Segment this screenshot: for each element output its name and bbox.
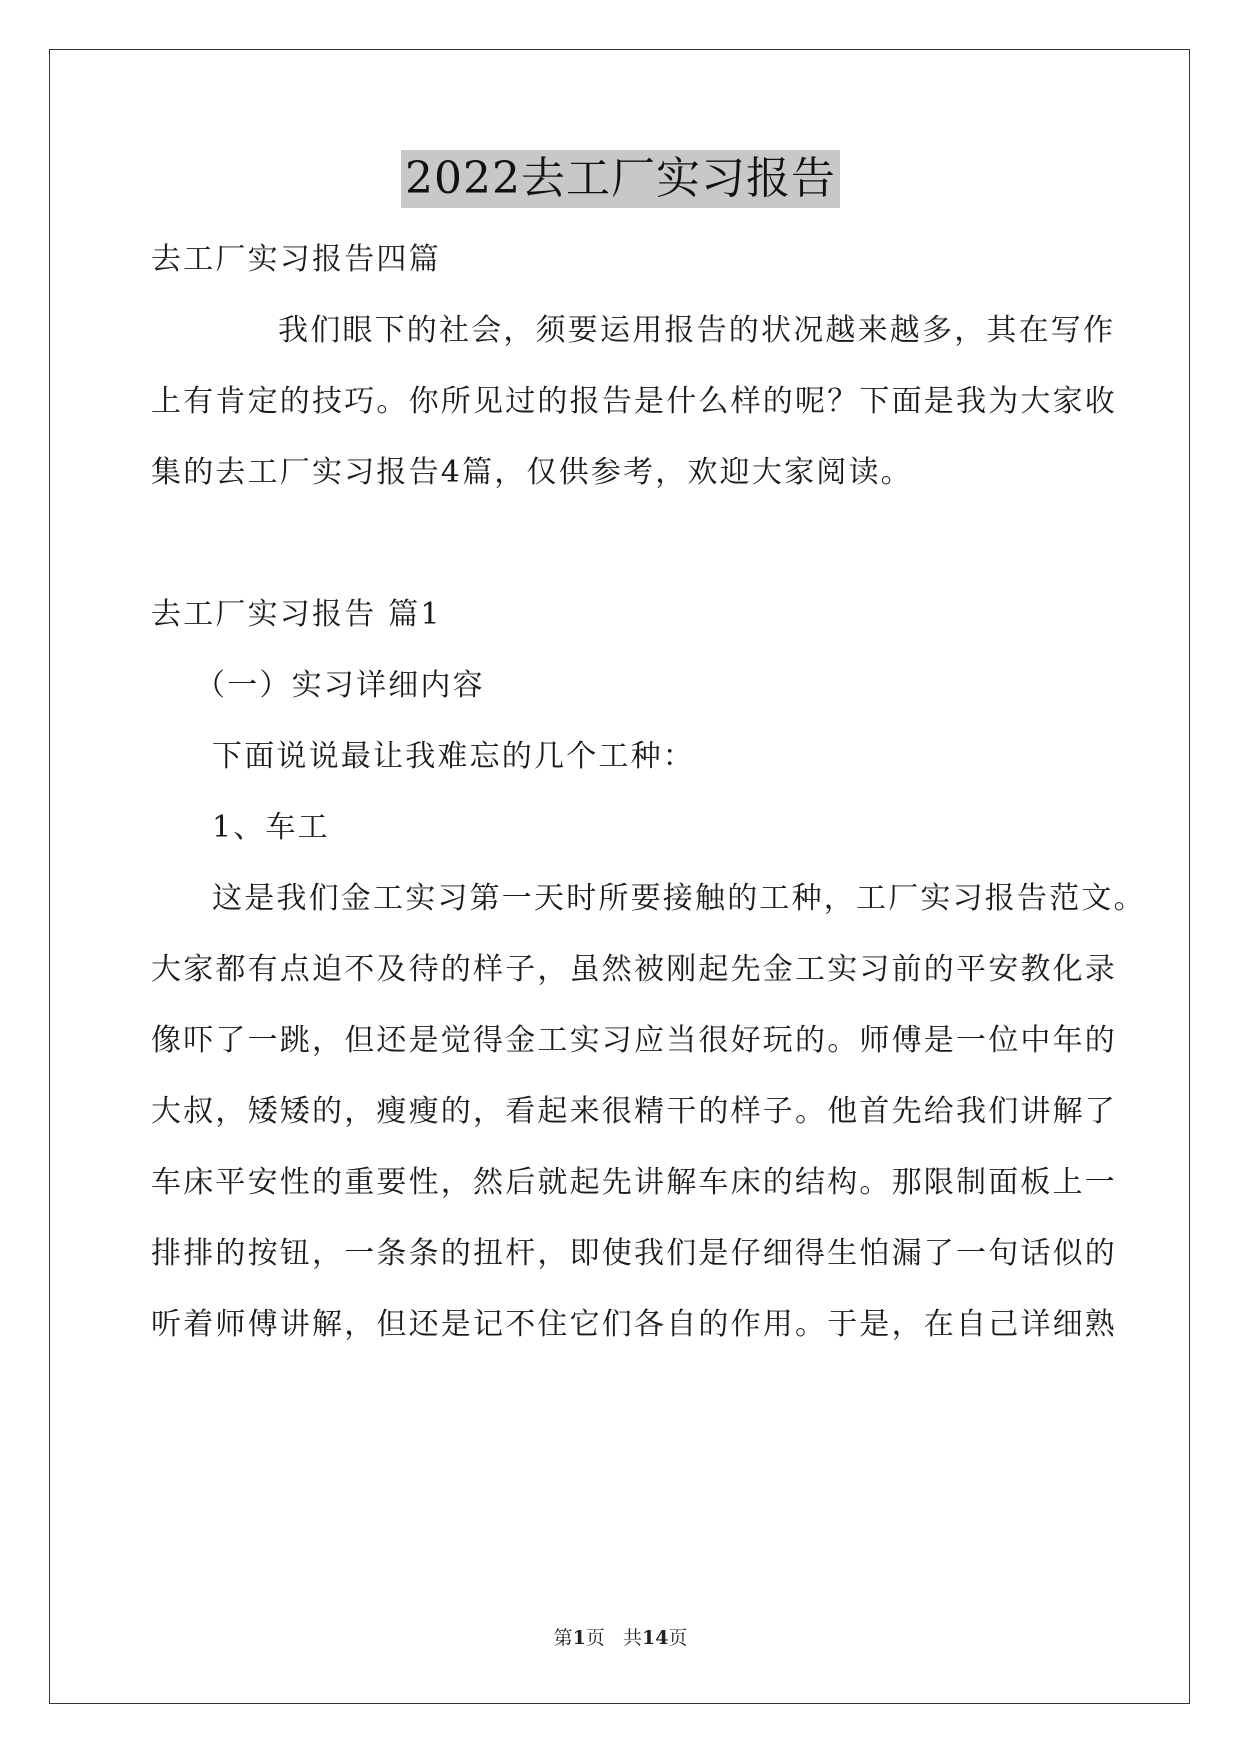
document-title: 2022去工厂实习报告 [401,150,840,208]
body-line-6: 排排的按钮，一条条的扭杆，即使我们是仔细得生怕漏了一句话似的 [151,1236,1117,1271]
footer-page-suffix: 页 [585,1627,605,1649]
footer-total-pages: 14 [641,1627,669,1649]
footer-page-number: 1 [572,1627,586,1649]
section-heading: 去工厂实习报告 篇1 [151,597,442,632]
body-line-1: 这是我们金工实习第一天时所要接触的工种，工厂实习报告范文。 [212,881,1146,916]
document-subtitle: 去工厂实习报告四篇 [151,242,441,277]
item-heading: 1、车工 [212,810,330,845]
subheading: （一）实习详细内容 [195,668,485,703]
body-line-2: 大家都有点迫不及待的样子，虽然被刚起先金工实习前的平安教化录 [151,952,1117,987]
body-line-5: 车床平安性的重要性，然后就起先讲解车床的结构。那限制面板上一 [151,1165,1117,1200]
intro-line-2: 上有肯定的技巧。你所见过的报告是什么样的呢？下面是我为大家收 [151,384,1117,419]
footer-page-prefix: 第 [553,1627,573,1649]
page-border [49,49,1190,1704]
intro-line-1: 我们眼下的社会，须要运用报告的状况越来越多，其在写作 [278,313,1116,348]
page-footer [0,1626,1241,1650]
lead-line: 下面说说最让我难忘的几个工种： [212,739,695,774]
footer-total-prefix: 共 [622,1627,642,1649]
body-line-4: 大叔，矮矮的，瘦瘦的，看起来很精干的样子。他首先给我们讲解了 [151,1094,1117,1129]
intro-line-3: 集的去工厂实习报告4篇，仅供参考，欢迎大家阅读。 [151,455,913,490]
body-line-7: 听着师傅讲解，但还是记不住它们各自的作用。于是，在自己详细熟 [151,1307,1117,1342]
title-container [0,150,1241,208]
body-line-3: 像吓了一跳，但还是觉得金工实习应当很好玩的。师傅是一位中年的 [151,1023,1117,1058]
footer-total-suffix: 页 [668,1627,688,1649]
